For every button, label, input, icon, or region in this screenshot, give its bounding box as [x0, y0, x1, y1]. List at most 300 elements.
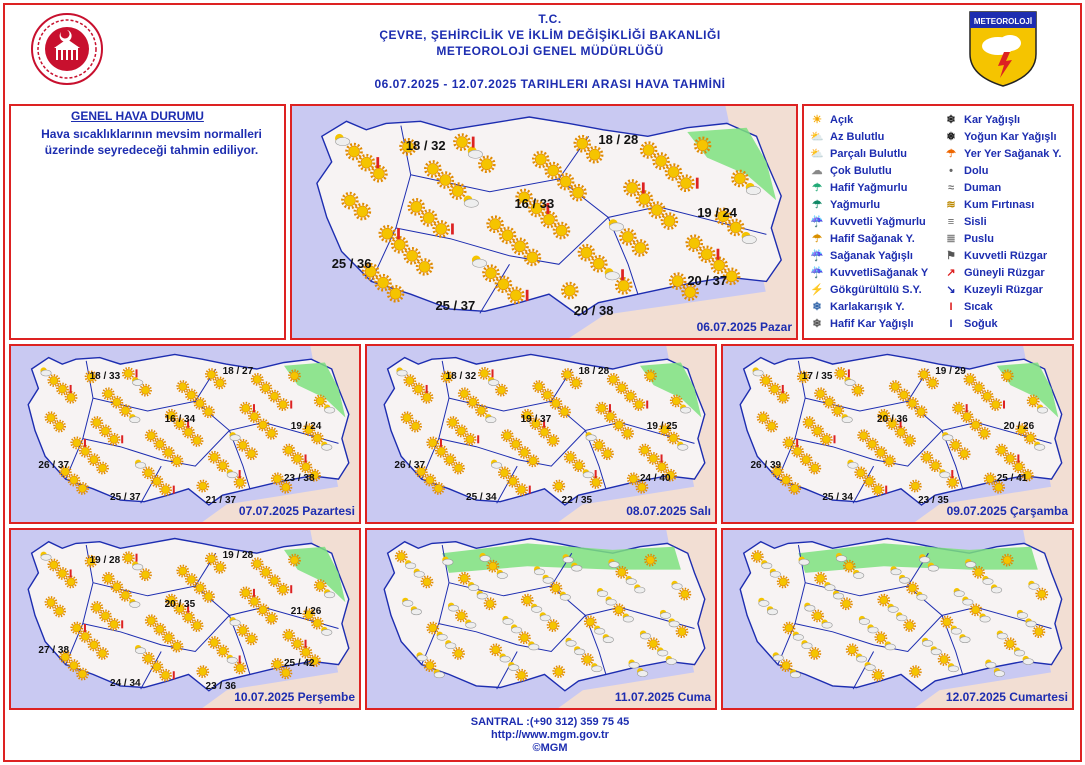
sun-icon — [252, 558, 263, 569]
sun-icon — [875, 632, 886, 643]
sun-icon — [278, 584, 289, 595]
sun-icon — [614, 604, 625, 615]
sun-icon — [761, 375, 772, 386]
sun-icon — [758, 412, 769, 423]
map-date-label: 11.07.2025 Cuma — [614, 690, 711, 704]
hot-icon — [951, 470, 953, 478]
sun-icon — [625, 391, 636, 402]
sun-icon — [209, 637, 220, 648]
temperature-label: 18 / 27 — [222, 365, 254, 377]
smoke-icon: ≈ — [947, 182, 955, 194]
sun-icon — [1013, 461, 1024, 472]
sun-icon — [120, 590, 131, 601]
cold-icon: I — [949, 318, 953, 330]
sun-icon — [183, 427, 194, 438]
hot-icon — [966, 404, 968, 412]
legend-item — [810, 165, 892, 177]
temperature-label: 26 / 37 — [38, 459, 70, 471]
sun-icon — [502, 430, 513, 441]
sun-icon — [847, 644, 858, 655]
hot-icon — [290, 401, 292, 409]
temperature-label: 26 / 39 — [750, 459, 782, 471]
sun-icon — [215, 378, 226, 389]
legend-item — [810, 267, 928, 279]
sun-icon: ☀ — [812, 114, 822, 126]
temperature-label: 21 / 26 — [290, 605, 322, 617]
temperature-label: 18 / 33 — [89, 370, 121, 382]
hot-icon — [121, 435, 123, 443]
sun-icon — [456, 610, 467, 621]
general-weather-box — [9, 104, 286, 340]
sun-icon — [562, 369, 573, 380]
light-rain-icon: ☂ — [812, 182, 822, 194]
day-map-2 — [365, 344, 717, 524]
scattered-shower-icon: ☂ — [946, 148, 956, 160]
sun-icon — [898, 390, 909, 401]
sun-icon — [927, 378, 938, 389]
heavy-rain-icon: ☔ — [810, 216, 824, 228]
legend-label: Sıcak — [964, 301, 993, 313]
sun-icon — [272, 473, 283, 484]
legend-label: Az Bulutlu — [830, 131, 885, 143]
ministry-logo — [30, 12, 104, 86]
legend-label: Yoğun Kar Yağışlı — [964, 131, 1057, 143]
sun-icon — [622, 428, 633, 439]
sun-icon — [68, 660, 79, 671]
sun-icon — [238, 625, 249, 636]
sun-icon — [240, 587, 251, 598]
map-date-label: 12.07.2025 Cumartesi — [945, 690, 1068, 704]
temperature-label: 19 / 28 — [222, 549, 254, 561]
sun-icon — [858, 430, 869, 441]
sun-icon — [154, 439, 165, 450]
sun-icon — [551, 398, 562, 409]
temperature-label: 19 / 24 — [697, 204, 737, 220]
sun-icon — [573, 460, 584, 471]
sun-icon — [973, 567, 984, 578]
sun-cloud-icon: ⛅ — [810, 148, 824, 160]
sun-icon — [864, 476, 875, 487]
sun-icon — [485, 598, 496, 609]
temperature-label: 16 / 33 — [514, 196, 555, 212]
temperature-label: 19 / 24 — [290, 420, 322, 432]
sun-icon — [784, 623, 795, 634]
sun-icon — [616, 382, 627, 393]
sun-icon — [947, 477, 958, 488]
hot-icon — [239, 655, 241, 663]
temperature-label: 19 / 29 — [935, 365, 966, 377]
sun-icon — [215, 562, 226, 573]
sun-icon — [57, 384, 68, 395]
day-map-4 — [9, 528, 361, 710]
sun-icon — [919, 369, 930, 380]
legend-label: Yer Yer Sağanak Y. — [964, 148, 1062, 160]
sun-icon — [769, 384, 780, 395]
sun-icon — [111, 581, 122, 592]
hot-icon — [1003, 401, 1005, 409]
sun-icon — [235, 477, 246, 488]
sun-icon — [921, 452, 932, 463]
sun-icon — [109, 434, 120, 445]
legend-item — [810, 233, 915, 245]
sun-icon — [510, 439, 521, 450]
legend-item — [810, 301, 904, 313]
hot-icon — [253, 589, 255, 597]
sun-icon — [249, 596, 260, 607]
temperature-label: 18 / 32 — [405, 138, 446, 154]
sun-icon — [260, 567, 271, 578]
sun-icon — [970, 604, 981, 615]
legend-label: Hafif Yağmurlu — [830, 182, 908, 194]
sun-icon — [258, 420, 269, 431]
hot-icon — [290, 585, 292, 593]
sun-icon — [784, 437, 795, 448]
legend-label: Duman — [964, 182, 1002, 194]
sun-icon — [100, 610, 111, 621]
sun-icon — [553, 666, 564, 677]
sun-icon — [266, 613, 277, 624]
temperature-label: 19 / 25 — [646, 420, 678, 432]
sun-icon — [542, 390, 553, 401]
temperature-label: 18 / 32 — [445, 370, 477, 382]
south-wind-icon: ↗ — [946, 267, 956, 279]
temperature-label: 25 / 37 — [110, 492, 141, 503]
sun-icon — [301, 461, 312, 472]
sun-icon — [186, 390, 197, 401]
sun-icon — [396, 551, 407, 562]
sun-icon — [781, 475, 792, 486]
sun-icon — [930, 460, 941, 471]
map-date-label: 06.07.2025 Pazar — [696, 320, 792, 334]
hot-icon — [595, 470, 597, 478]
sun-icon — [209, 452, 220, 463]
hot-icon — [239, 470, 241, 478]
footer-copyright: ©MGM — [532, 742, 568, 754]
legend-label: Kuzeyli Rüzgar — [964, 284, 1043, 296]
sun-icon — [815, 388, 826, 399]
sun-icon — [312, 618, 323, 629]
sun-icon — [890, 381, 901, 392]
sun-icon — [103, 573, 114, 584]
hot-icon — [885, 486, 887, 494]
map-date-label: 09.07.2025 Çarşamba — [946, 504, 1068, 518]
sun-icon — [867, 439, 878, 450]
legend-item — [944, 199, 1034, 211]
sun-icon — [123, 552, 134, 563]
legend-item — [944, 250, 1047, 262]
shower-icon: ☔ — [810, 250, 824, 262]
sun-icon — [172, 455, 183, 466]
sun-icon — [778, 577, 789, 588]
sun-icon — [97, 463, 108, 474]
temperature-label: 25 / 34 — [822, 492, 853, 503]
sun-icon — [186, 574, 197, 585]
legend-label: Sağanak Yağışlı — [830, 250, 913, 262]
sun-icon — [508, 476, 519, 487]
sun-icon — [1005, 453, 1016, 464]
sun-icon — [152, 476, 163, 487]
meteoroloji-logo — [968, 10, 1038, 88]
temperature-label: 25 / 42 — [283, 658, 315, 670]
sun-icon — [878, 595, 889, 606]
legend-label: Kuvvetli Yağmurlu — [830, 216, 926, 228]
sun-icon — [841, 598, 852, 609]
hot-icon — [397, 228, 400, 239]
rain-icon: ☂ — [812, 199, 822, 211]
sun-icon — [289, 555, 300, 566]
legend-item — [944, 318, 998, 330]
legend-label: Kuvvetli Rüzgar — [964, 250, 1048, 262]
sun-icon — [965, 374, 976, 385]
hot-icon — [121, 620, 123, 628]
sun-icon — [539, 427, 550, 438]
sun-icon — [77, 669, 88, 680]
hot-icon: I — [949, 301, 953, 313]
temperature-label: 25 / 37 — [435, 298, 476, 314]
sun-icon — [852, 385, 863, 396]
sun-icon — [80, 631, 91, 642]
sun-icon — [904, 435, 915, 446]
sun-icon — [459, 388, 470, 399]
sun-icon — [91, 417, 102, 428]
temperature-label: 17 / 35 — [801, 370, 833, 382]
temperature-label: 20 / 38 — [573, 302, 614, 318]
sun-icon — [206, 369, 217, 380]
header-directorate: METEOROLOJİ GENEL MÜDÜRLÜĞÜ — [436, 44, 664, 58]
sun-icon — [71, 623, 82, 634]
hot-icon — [661, 454, 663, 462]
sun-icon — [804, 417, 815, 428]
sun-icon — [89, 454, 100, 465]
sun-icon — [177, 566, 188, 577]
north-wind-icon: ↘ — [946, 284, 956, 296]
sun-icon — [1028, 396, 1039, 407]
hot-icon — [440, 439, 442, 447]
temperature-label: 24 / 40 — [639, 472, 671, 484]
sun-icon — [152, 661, 163, 672]
legend-label: Dolu — [964, 165, 989, 177]
sun-icon — [206, 554, 217, 565]
sun-icon — [195, 583, 206, 594]
sun-icon — [289, 370, 300, 381]
sun-icon — [68, 475, 79, 486]
footer-phone: SANTRAL :(+90 312) 359 75 45 — [470, 716, 630, 728]
sun-icon — [571, 378, 582, 389]
temperature-label: 23 / 36 — [205, 680, 237, 692]
sun-icon — [499, 467, 510, 478]
sun-icon — [46, 597, 57, 608]
sun-icon — [456, 426, 467, 437]
sun-icon — [280, 667, 291, 678]
sun-icon — [57, 568, 68, 579]
sun-icon — [71, 437, 82, 448]
sun-icon — [671, 396, 682, 407]
hot-icon — [621, 269, 624, 280]
temperature-label: 24 / 34 — [110, 677, 141, 689]
sun-icon — [996, 445, 1007, 456]
sun-icon — [54, 606, 65, 617]
sun-icon — [260, 382, 271, 393]
day-map-1 — [9, 344, 361, 524]
sun-icon — [559, 406, 570, 417]
legend-item — [810, 131, 884, 143]
sun-icon — [252, 374, 263, 385]
map-svg — [723, 346, 1072, 522]
sun-icon — [140, 385, 151, 396]
sun-icon — [1033, 626, 1044, 637]
sun-icon — [283, 630, 294, 641]
sun-icon — [422, 392, 433, 403]
hot-icon — [84, 624, 86, 632]
sun-icon — [910, 481, 921, 492]
sun-icon — [648, 453, 659, 464]
sun-icon — [565, 452, 576, 463]
sun-icon — [596, 403, 607, 414]
sun-icon — [904, 620, 915, 631]
legend-label: Gökgürültülü S.Y. — [830, 284, 922, 296]
hot-icon — [696, 178, 699, 189]
sun-icon — [453, 648, 464, 659]
sun-icon — [143, 653, 154, 664]
sun-icon — [100, 426, 111, 437]
sun-icon — [160, 670, 171, 681]
sun-icon — [146, 615, 157, 626]
legend-item — [944, 267, 1045, 279]
sun-icon — [183, 612, 194, 623]
sun-icon — [533, 381, 544, 392]
sun-icon — [459, 573, 470, 584]
legend-item — [944, 114, 1020, 126]
legend-label: Puslu — [964, 233, 994, 245]
sun-icon — [953, 403, 964, 414]
sun-icon — [120, 405, 131, 416]
sun-icon — [433, 483, 444, 494]
sun-icon — [410, 421, 421, 432]
sun-icon — [1002, 370, 1013, 381]
header-date-range: 06.07.2025 - 12.07.2025 TARIHLERI ARASI HAVA TAHMİNİ — [374, 77, 726, 91]
temperature-label: 20 / 37 — [687, 272, 728, 288]
sun-icon — [490, 644, 501, 655]
main-forecast-map — [290, 104, 798, 340]
legend-label: Hafif Kar Yağışlı — [830, 318, 914, 330]
sun-icon — [195, 398, 206, 409]
sun-icon — [89, 640, 100, 651]
sun-icon — [249, 411, 260, 422]
sun-icon — [519, 632, 530, 643]
hot-icon — [782, 385, 784, 393]
sun-icon — [91, 602, 102, 613]
sun-icon — [835, 368, 846, 379]
legend-item — [810, 250, 913, 262]
sun-icon — [844, 561, 855, 572]
map-date-label: 10.07.2025 Perşembe — [234, 690, 355, 704]
sun-icon — [235, 663, 246, 674]
legend-label: Parçalı Bulutlu — [830, 148, 908, 160]
sun-icon — [46, 412, 57, 423]
sun-icon — [278, 399, 289, 410]
sun-icon — [801, 454, 812, 465]
sun-icon — [516, 670, 527, 681]
sun-icon — [639, 445, 650, 456]
legend-item — [810, 114, 853, 126]
temperature-label: 18 / 28 — [578, 365, 610, 377]
hot-icon — [609, 404, 611, 412]
hot-icon — [492, 369, 494, 377]
sun-icon — [172, 641, 183, 652]
sun-icon — [873, 670, 884, 681]
sun-icon — [815, 573, 826, 584]
temperature-label: 23 / 38 — [283, 472, 315, 484]
sun-icon — [792, 446, 803, 457]
temperature-label: 18 / 28 — [598, 131, 639, 147]
sun-icon — [648, 638, 659, 649]
sun-icon — [594, 440, 605, 451]
sun-icon — [163, 447, 174, 458]
legend-box — [802, 104, 1074, 340]
sun-icon — [591, 477, 602, 488]
footer-url[interactable]: http://www.mgm.gov.tr — [491, 729, 609, 741]
legend-item — [944, 182, 1001, 194]
sun-icon — [548, 435, 559, 446]
sun-icon — [109, 619, 120, 630]
map-svg — [723, 530, 1072, 708]
sun-icon — [258, 604, 269, 615]
sun-icon — [884, 455, 895, 466]
hail-icon: • — [949, 165, 953, 177]
hot-icon — [1017, 454, 1019, 462]
sun-icon — [821, 434, 832, 445]
hot-icon — [173, 486, 175, 494]
sun-icon — [519, 447, 530, 458]
temperature-label: 21 / 37 — [205, 495, 237, 507]
legend-item — [810, 216, 926, 228]
hot-icon — [136, 554, 138, 562]
sun-icon — [272, 659, 283, 670]
sun-icon — [1005, 638, 1016, 649]
sun-icon — [616, 567, 627, 578]
sun-small-cloud-icon: ⛅ — [810, 131, 824, 143]
sun-icon — [177, 381, 188, 392]
sun-icon — [246, 448, 257, 459]
general-weather-text: Hava sıcaklıklarının mevsim normalleri üzerinde seyredeceği tahmin ediliyor. — [41, 127, 262, 157]
sleet-icon: ❄ — [812, 301, 822, 313]
sun-icon — [197, 481, 208, 492]
sun-icon — [551, 583, 562, 594]
sun-icon — [679, 589, 690, 600]
cloud-icon: ☁ — [811, 165, 823, 177]
sun-icon — [140, 569, 151, 580]
sun-icon — [488, 561, 499, 572]
sun-icon — [424, 475, 435, 486]
map-date-label: 07.07.2025 Pazartesi — [238, 504, 355, 518]
temperature-label: 25 / 41 — [996, 472, 1028, 484]
legend-item — [944, 233, 994, 245]
sun-icon — [812, 610, 823, 621]
day-map-3 — [721, 344, 1074, 524]
sun-icon — [269, 391, 280, 402]
sun-icon — [789, 483, 800, 494]
sun-icon — [979, 428, 990, 439]
sun-icon — [962, 411, 973, 422]
sun-icon — [146, 430, 157, 441]
temperature-label: 27 / 38 — [38, 644, 70, 656]
temperature-label: 22 / 35 — [561, 495, 593, 507]
temperature-label: 23 / 35 — [918, 495, 949, 507]
general-weather-title: GENEL HAVA DURUMU — [71, 109, 204, 123]
sun-icon — [269, 575, 280, 586]
legend-item — [944, 165, 988, 177]
sun-icon — [192, 435, 203, 446]
